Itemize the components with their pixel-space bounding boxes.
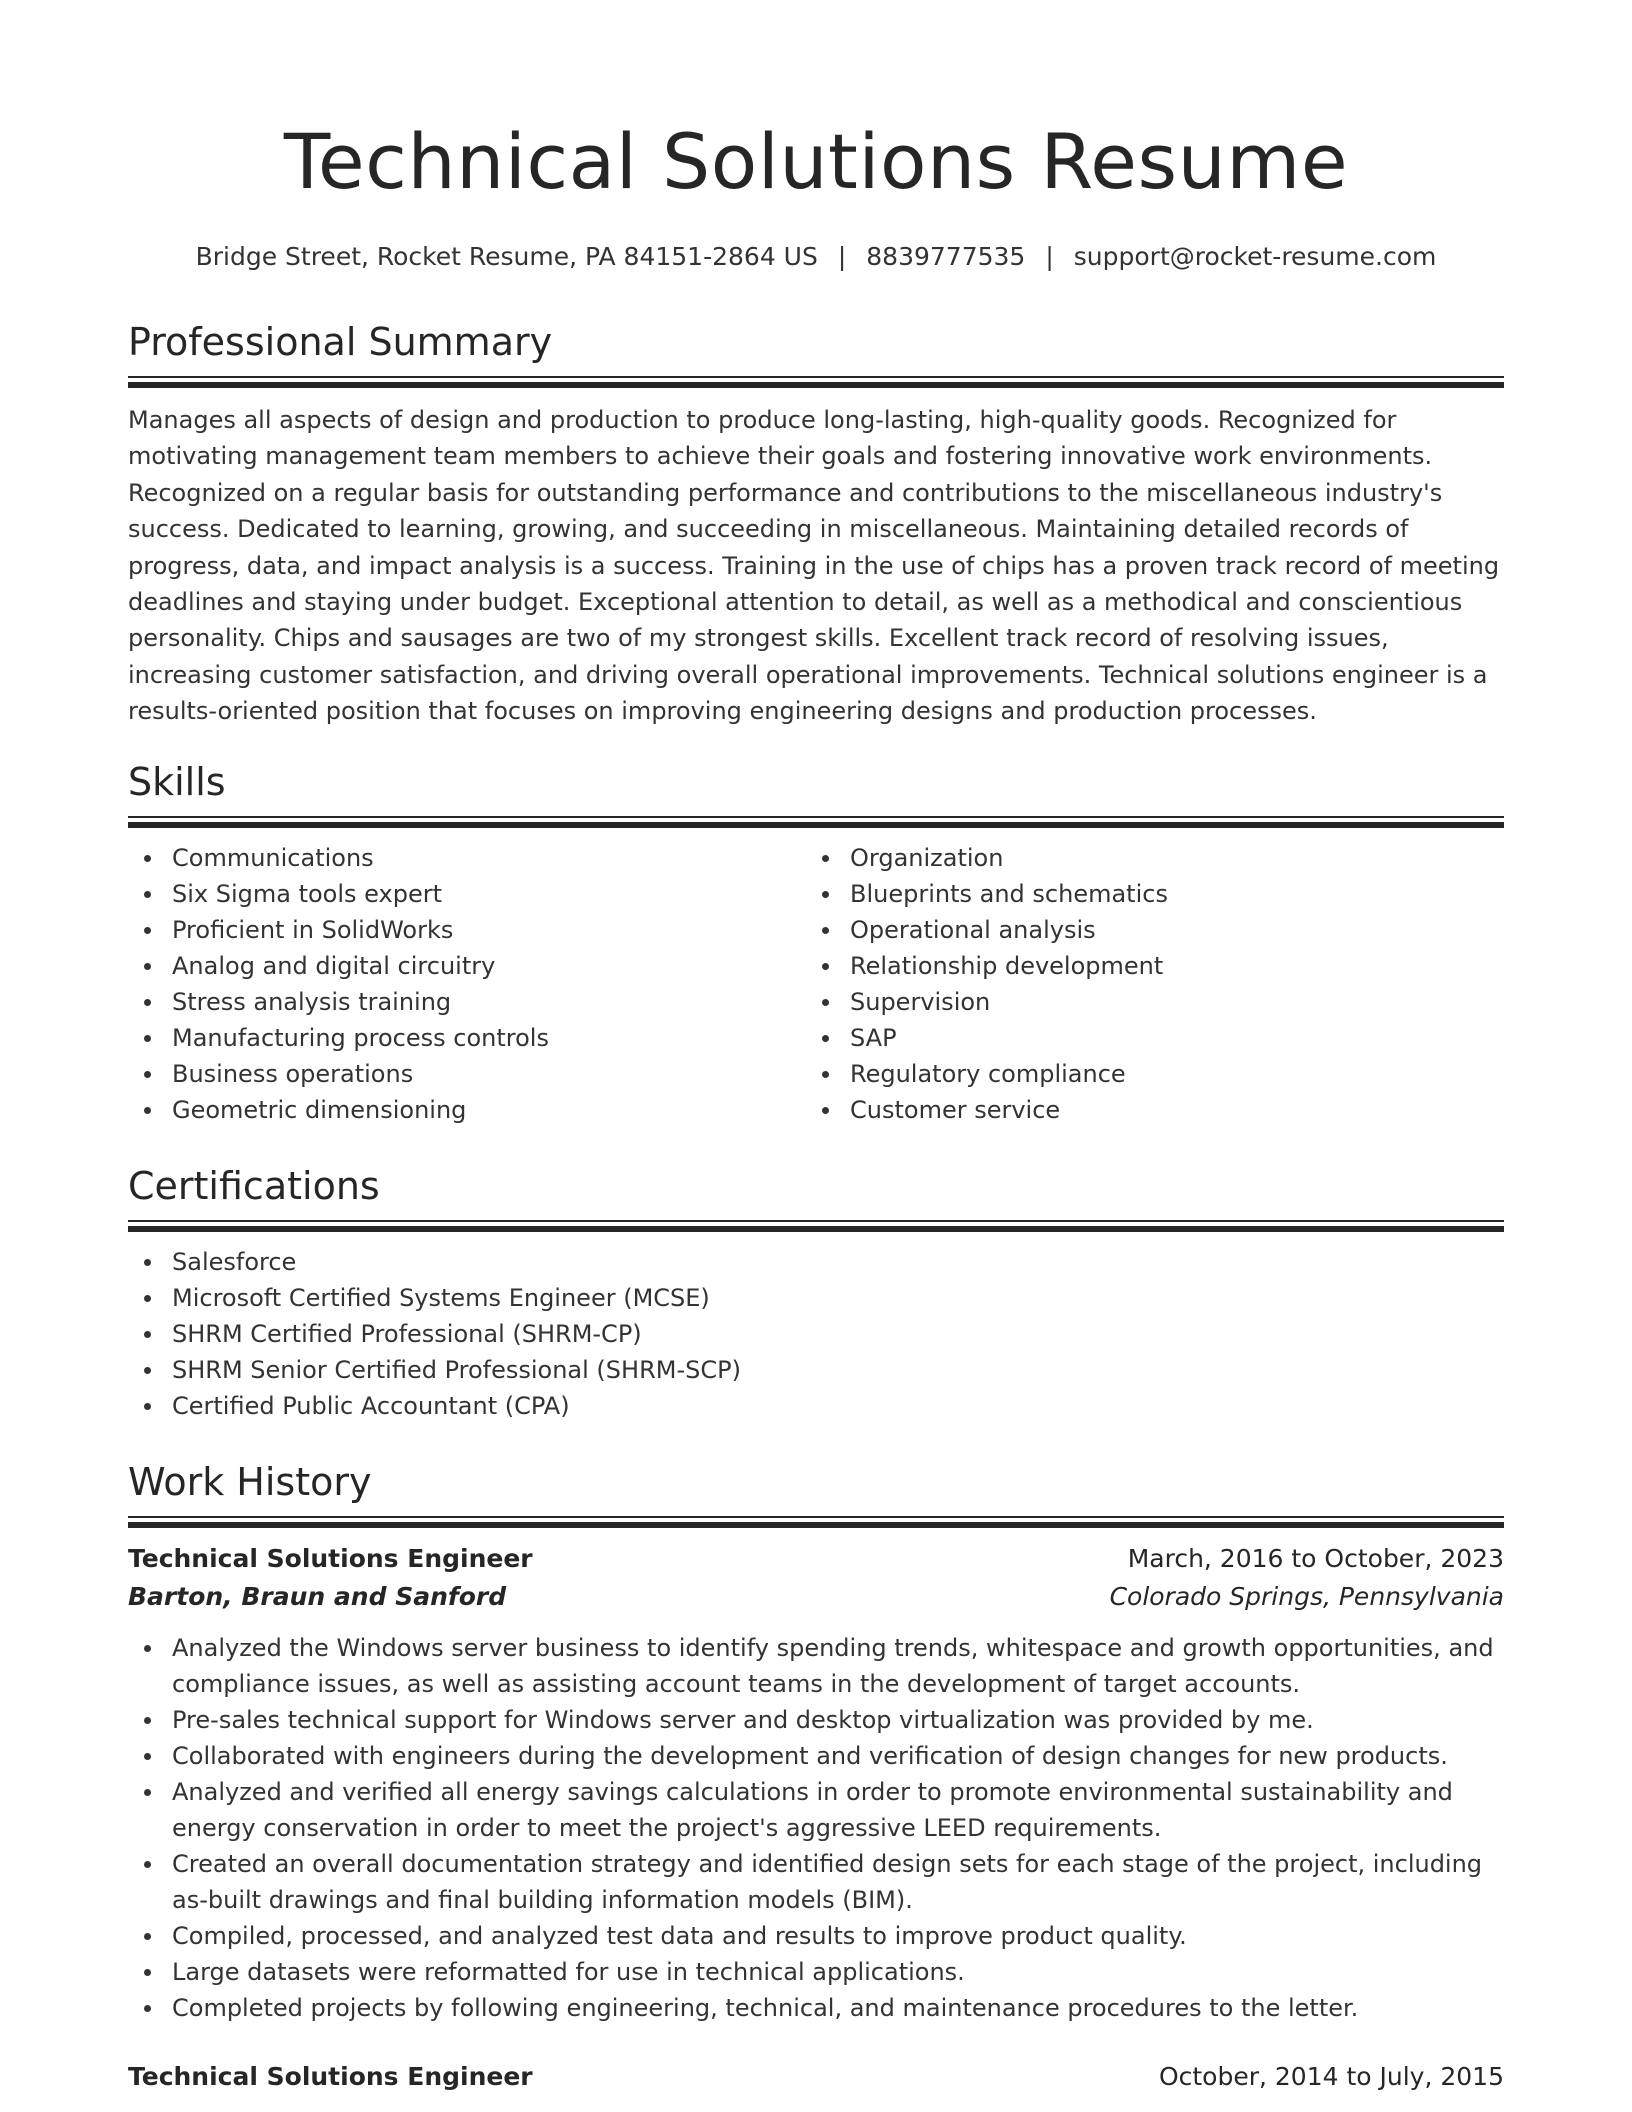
certification-item: Microsoft Certified Systems Engineer (MCSE) [172,1280,1504,1316]
contact-separator: | [1045,242,1054,271]
job-duty: Compiled, processed, and analyzed test data and results to improve product quality. [172,1918,1504,1954]
contact-separator: | [837,242,847,271]
certification-item: SHRM Senior Certified Professional (SHRM-SCP) [172,1352,1504,1388]
job-duty: Analyzed and verified all energy savings calculations in order to promote environmental sustainability and energy conservation in order to meet the project's aggressive LEED requirements. [172,1774,1504,1846]
skill-item: Geometric dimensioning [172,1092,806,1128]
job-duty: Large datasets were reformatted for use in technical applications. [172,1954,1504,1990]
job-dates: March, 2016 to October, 2023 [1127,1544,1504,1573]
job-title: Technical Solutions Engineer [128,1544,533,1573]
summary-text: Manages all aspects of design and production to produce long-lasting, high-quality goods. Recognized for motivating management team members to achieve their goals and fostering innovative work environments. Recognized on a regular basis for outstanding performance and contributions to the miscellaneous industry's success. Dedicated to learning, growing, and succeeding in miscellaneous. Maintaining detailed records of progress, data, and impact analysis is a success. Training in the use of chips has a proven track record of meeting deadlines and staying under budget. Exceptional attention to detail, as well as a methodical and conscientious personality. Chips and sausages are two of my strongest skills. Excellent track record of resolving issues, increasing customer satisfaction, and driving overall operational improvements. Technical solutions engineer is a results-oriented position that focuses on improving engineering designs and production processes. [128,406,1500,726]
job-duty: Collaborated with engineers during the development and verification of design changes for new products. [172,1738,1504,1774]
certification-item: SHRM Certified Professional (SHRM-CP) [172,1316,1504,1352]
skill-item: Relationship development [850,948,1484,984]
contact-email[interactable]: support@rocket-resume.com [1073,242,1437,271]
job-entry [128,2058,1504,2096]
summary-section [128,318,1504,730]
contact-line [128,240,1504,274]
job-dates: October, 2014 to July, 2015 [1158,2062,1504,2091]
contact-phone[interactable]: 8839777535 [866,242,1026,271]
skill-item: Stress analysis training [172,984,806,1020]
job-duty: Analyzed the Windows server business to identify spending trends, whitespace and growth opportunities, and compliance issues, as well as assisting account teams in the development of target accounts. [172,1630,1504,1702]
work-history-section [128,1458,1504,2096]
certifications-list [128,1244,1504,1424]
skill-item: Manufacturing process controls [172,1020,806,1056]
skills-heading: Skills [128,760,226,804]
certifications-section [128,1162,1504,1424]
section-divider [128,816,1504,828]
job-subheader [128,1578,1504,1616]
section-divider [128,1220,1504,1232]
section-divider [128,1516,1504,1528]
certifications-heading: Certifications [128,1164,380,1208]
contact-address: Bridge Street, Rocket Resume, PA 84151-2864 US [195,242,818,271]
job-entry [128,1540,1504,2026]
section-divider [128,376,1504,388]
summary-heading: Professional Summary [128,320,553,364]
job-header [128,1540,1504,1578]
skill-item: Business operations [172,1056,806,1092]
skill-item: Communications [172,840,806,876]
job-duty: Pre-sales technical support for Windows server and desktop virtualization was provided by me. [172,1702,1504,1738]
work-history-heading: Work History [128,1460,372,1504]
skill-item: Supervision [850,984,1484,1020]
skill-item: Six Sigma tools expert [172,876,806,912]
job-title: Technical Solutions Engineer [128,2062,533,2091]
skill-item: Blueprints and schematics [850,876,1484,912]
job-location: Colorado Springs, Pennsylvania [1109,1582,1504,1611]
skill-item: SAP [850,1020,1484,1056]
certification-item: Certified Public Accountant (CPA) [172,1388,1504,1424]
skill-item: Proficient in SolidWorks [172,912,806,948]
resume-title: Technical Solutions Resume [283,117,1349,206]
skill-item: Organization [850,840,1484,876]
job-duties-list [128,1630,1504,2026]
skill-item: Analog and digital circuitry [172,948,806,984]
skill-item: Regulatory compliance [850,1056,1484,1092]
job-header [128,2058,1504,2096]
skills-grid [128,840,1504,1128]
certification-item: Salesforce [172,1244,1504,1280]
skills-list-right [806,840,1484,1128]
job-employer: Barton, Braun and Sanford [128,1582,507,1611]
skill-item: Customer service [850,1092,1484,1128]
skills-section [128,758,1504,1128]
job-duty: Completed projects by following engineering, technical, and maintenance procedures to the letter. [172,1990,1504,2026]
skills-list-left [128,840,806,1128]
job-duty: Created an overall documentation strategy and identified design sets for each stage of the project, including as-built drawings and final building information models (BIM). [172,1846,1504,1918]
skill-item: Operational analysis [850,912,1484,948]
